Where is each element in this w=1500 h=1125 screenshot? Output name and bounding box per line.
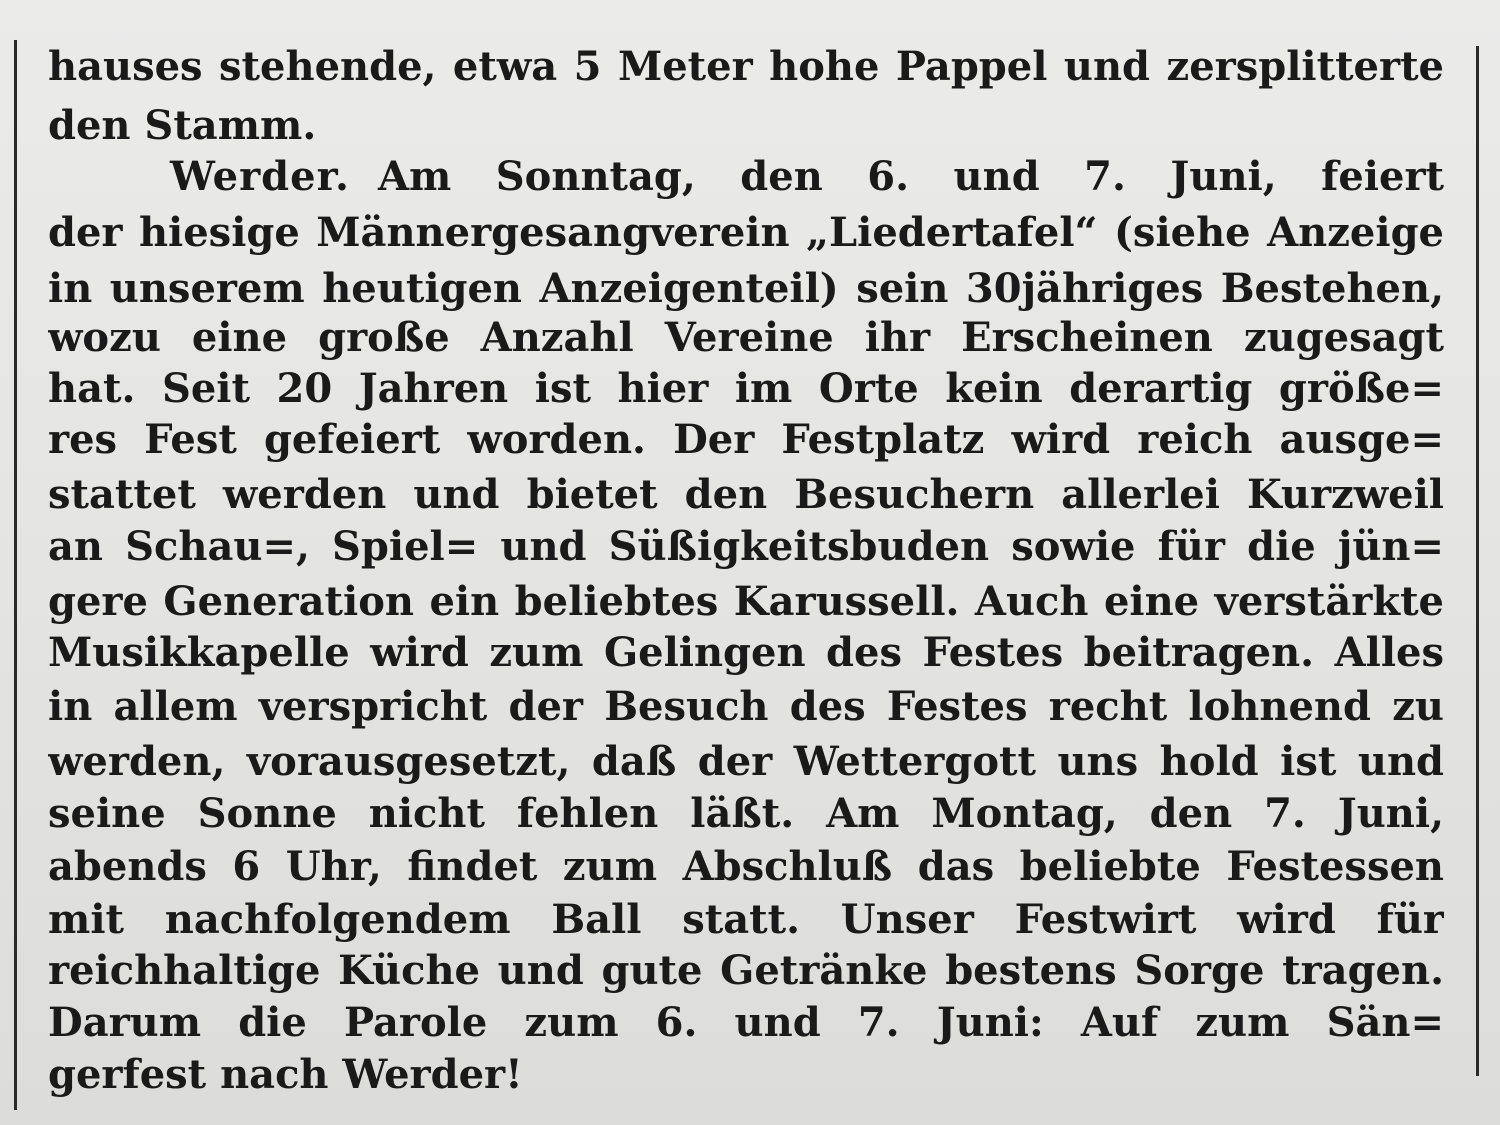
text-line-11: gere Generation ein beliebtes Karussell. Auch eine verstärkte: [48, 578, 1444, 625]
column-rule-left: [14, 40, 17, 1110]
text-line-8: res Fest gefeiert worden. Der Festplatz wird reich ausge=: [48, 416, 1444, 463]
text-line-4: der hiesige Männergesangverein „Liedertafel“ (siehe Anzeige: [48, 209, 1444, 256]
text-line-15: seine Sonne nicht fehlen läßt. Am Montag, den 7. Juni,: [48, 790, 1444, 837]
text-line-9: stattet werden und bietet den Besuchern allerlei Kurzweil: [48, 471, 1444, 518]
column-rule-right: [1476, 46, 1479, 1076]
text-line-5: in unserem heutigen Anzeigenteil) sein 30jähriges Bestehen,: [48, 265, 1444, 312]
text-line-1: hauses stehende, etwa 5 Meter hohe Pappel und zersplitterte: [48, 43, 1444, 90]
text-line-17: mit nachfolgendem Ball statt. Unser Festwirt wird für: [48, 896, 1444, 943]
text-line-10: an Schau=, Spiel= und Süßigkeitsbuden sowie für die jün=: [48, 523, 1444, 570]
text-line-18: reichhaltige Küche und gute Getränke bestens Sorge tragen.: [48, 947, 1444, 994]
text-line-3-rest: Am Sonntag, den 6. und 7. Juni, feiert: [377, 153, 1444, 200]
text-line-13: in allem verspricht der Besuch des Festes recht lohnend zu: [48, 683, 1444, 730]
text-line-16: abends 6 Uhr, findet zum Abschluß das beliebte Festessen: [48, 843, 1444, 890]
text-line-20: gerfest nach Werder!: [48, 1051, 523, 1098]
text-line-6: wozu eine große Anzahl Vereine ihr Erscheinen zugesagt: [48, 314, 1444, 361]
text-line-14: werden, vorausgesetzt, daß der Wettergott uns hold ist und: [48, 738, 1444, 785]
text-line-19: Darum die Parole zum 6. und 7. Juni: Auf zum Sän=: [48, 999, 1444, 1046]
place-name-heading: Werder.: [170, 153, 350, 200]
text-line-2: den Stamm.: [48, 102, 317, 149]
text-line-7: hat. Seit 20 Jahren ist hier im Orte kein derartig größe=: [48, 365, 1444, 412]
text-line-12: Musikkapelle wird zum Gelingen des Festes beitragen. Alles: [48, 629, 1444, 676]
text-line-3: [48, 150, 1444, 204]
